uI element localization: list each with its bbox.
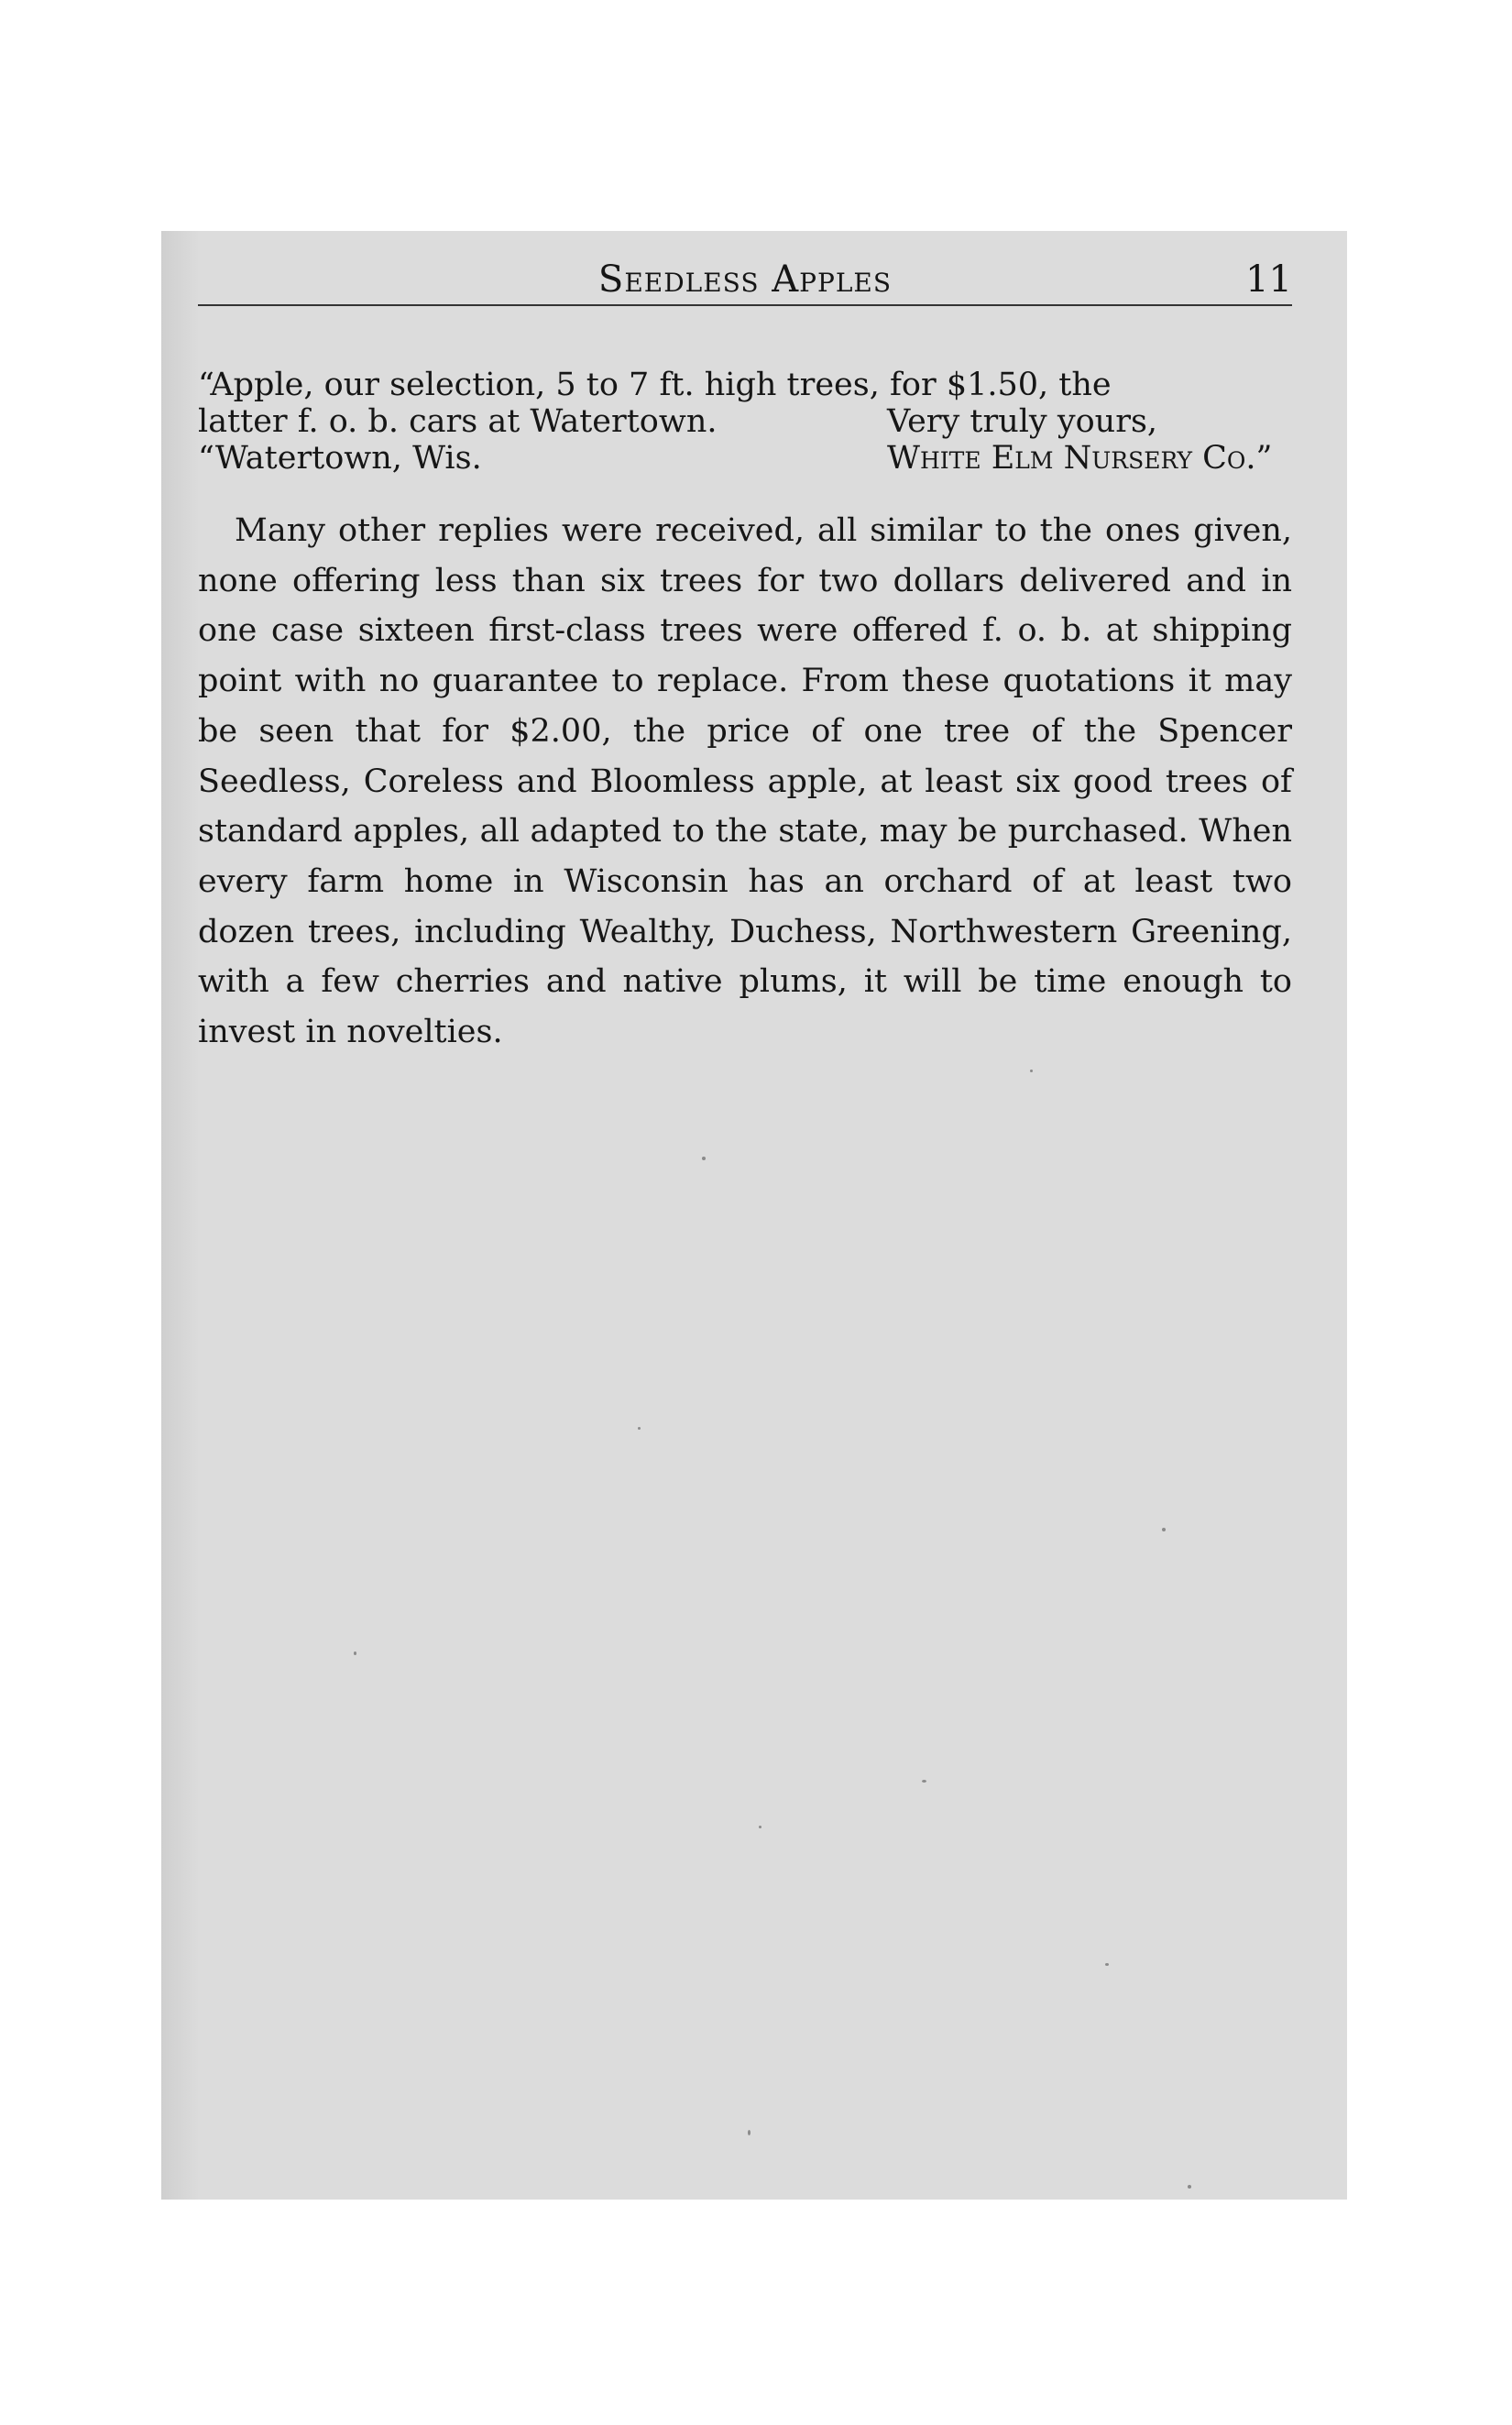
letter-text: latter f. o. b. cars at Watertown. (198, 403, 718, 440)
scanned-page (161, 231, 1347, 2200)
running-title: Seedless Apples (597, 258, 893, 301)
dust-speck (1188, 2185, 1191, 2189)
page-shadow (161, 231, 200, 2200)
dust-speck (748, 2130, 751, 2135)
letter-signature: White Elm Nursery Co.” (887, 440, 1273, 477)
page-number: 11 (1245, 258, 1292, 301)
body-text (198, 506, 1292, 1058)
dust-speck (702, 1157, 706, 1160)
letter-closing: Very truly yours, (887, 403, 1158, 440)
dust-speck (1030, 1070, 1033, 1072)
body-paragraph: Many other replies were received, all similar to the ones given, none offering less than six trees for two dollars delivered and in one case sixteen first-class trees were offered f. o. b. at shipping point with no guarantee to replace. From these quotations it may be seen that for $2.00, the price of one tree of the Spencer Seedless, Coreless and Bloomless apple, at least six good trees of standard apples, all adapted to the state, may be purchased. When every farm home in Wisconsin has an orchard of at least two dozen trees, including Wealthy, Duchess, Northwestern Greening, with a few cherries and native plums, it will be time enough to invest in novelties. (198, 512, 1292, 1051)
letter-text: “Apple, our selection, 5 to 7 ft. high trees, for $1.50, the (198, 367, 1112, 403)
dust-speck (354, 1651, 356, 1655)
page-header (198, 258, 1292, 306)
dust-speck (759, 1826, 761, 1828)
letter-line (198, 403, 1292, 440)
letter-line (198, 367, 1292, 403)
dust-speck (638, 1427, 641, 1430)
letter-place: “Watertown, Wis. (198, 440, 482, 477)
dust-speck (922, 1780, 926, 1783)
dust-speck (1162, 1528, 1166, 1531)
dust-speck (1105, 1963, 1109, 1966)
letter-quote (198, 367, 1292, 477)
letter-line (198, 440, 1292, 477)
